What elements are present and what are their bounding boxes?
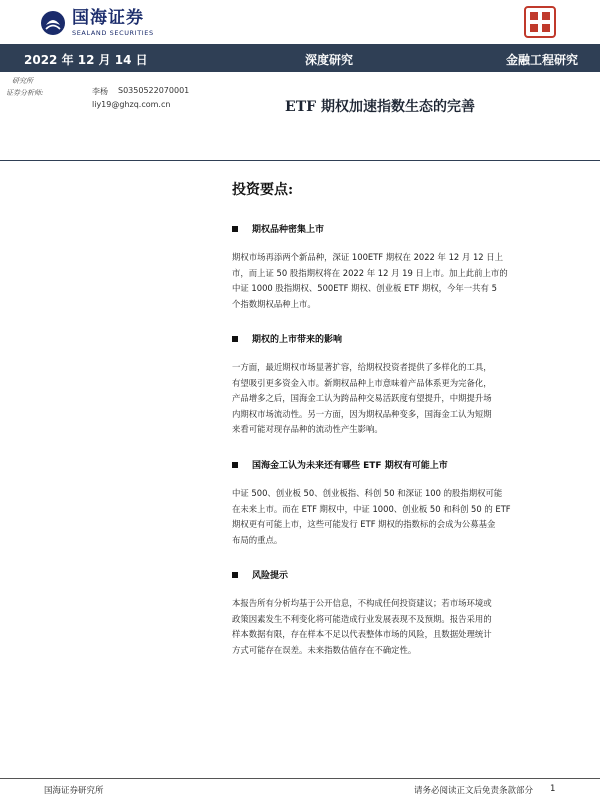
report-title: ETF 期权加速指数生态的完善 bbox=[285, 99, 475, 115]
paragraph-line: 来看可能对现存品种的流动性产生影响。 bbox=[232, 424, 383, 434]
analyst-role-label: 证券分析师: bbox=[6, 89, 44, 97]
paragraph-line: 期权市场再添两个新品种，深证 100ETF 期权在 2022 年 12 月 12 日上 bbox=[232, 252, 504, 262]
report-category: 金融工程研究 bbox=[505, 53, 578, 67]
section-heading-4 bbox=[232, 568, 288, 581]
analyst-email[interactable]: liy19@ghzq.com.cn bbox=[92, 100, 171, 109]
paragraph-line: 有望吸引更多资金入市。新期权品种上市意味着产品体系更为完备化， bbox=[232, 377, 492, 388]
paragraph-line: 布局的重点。 bbox=[232, 534, 283, 545]
footer-disclaimer-note: 请务必阅读正文后免责条款部分 bbox=[414, 786, 534, 796]
section-heading-2 bbox=[232, 332, 342, 345]
paragraph-line: 中证 500、创业板 50、创业板指、科创 50 和深证 100 的股指期权可能 bbox=[232, 488, 503, 498]
paragraph-line: 一方面，最近期权市场显著扩容，给期权投资者提供了多样化的工具， bbox=[232, 362, 492, 372]
section-paragraph-4 bbox=[232, 596, 578, 658]
section-heading-text: 风险提示 bbox=[252, 571, 289, 581]
section-paragraph-3 bbox=[232, 486, 578, 548]
investment-highlights-title: 投资要点: bbox=[232, 182, 294, 198]
report-type: 深度研究 bbox=[305, 53, 354, 67]
paragraph-line: 个指数期权品种上市。 bbox=[232, 298, 316, 309]
report-date: 2022 年 12 月 14 日 bbox=[24, 53, 148, 67]
paragraph-line: 本报告所有分析均基于公开信息，不构成任何投资建议；若市场环境或 bbox=[232, 598, 492, 608]
bullet-square-icon bbox=[232, 572, 238, 578]
section-heading-text: 期权的上市带来的影响 bbox=[252, 335, 343, 345]
paragraph-line: 政策因素发生不利变化将可能造成行业发展表现不及预期。报告采用的 bbox=[232, 613, 492, 624]
institute-label: 研究所 bbox=[12, 77, 33, 85]
section-heading-3 bbox=[232, 458, 448, 471]
footer-institute: 国海证券研究所 bbox=[44, 786, 104, 796]
analyst-cert-number: S0350522070001 bbox=[118, 86, 190, 95]
section-heading-text: 期权品种密集上市 bbox=[252, 225, 325, 235]
header-divider bbox=[0, 160, 600, 161]
paragraph-line: 市，而上证 50 股指期权将在 2022 年 12 月 19 日上市。加上此前上市的 bbox=[232, 267, 508, 278]
paragraph-line: 内期权市场流动性。另一方面，因为期权品种变多，国海金工认为短期 bbox=[232, 408, 492, 419]
logo-cn-text: 国海证券 bbox=[72, 7, 144, 28]
page-number: 1 bbox=[550, 784, 556, 794]
red-seal-icon bbox=[523, 5, 557, 39]
header-bar bbox=[0, 44, 600, 72]
paragraph-line: 样本数据有限，存在样本不足以代表整体市场的风险，且数据处理统计 bbox=[232, 629, 492, 639]
section-paragraph-1 bbox=[232, 250, 578, 312]
bullet-square-icon bbox=[232, 336, 238, 342]
bullet-square-icon bbox=[232, 226, 238, 232]
footer-divider bbox=[0, 778, 600, 779]
section-paragraph-2 bbox=[232, 360, 578, 438]
logo-mark-icon bbox=[40, 10, 66, 36]
logo-en-text: SEALAND SECURITIES bbox=[72, 28, 154, 37]
paragraph-line: 在未来上市。而在 ETF 期权中，中证 1000、创业板 50 和科创 50 的 ETF bbox=[232, 503, 511, 514]
paragraph-line: 产品增多之后，国海金工认为跨品种交易活跃度有望提升，中期提升场 bbox=[232, 393, 492, 403]
section-heading-1 bbox=[232, 222, 324, 235]
section-heading-text: 国海金工认为未来还有哪些 ETF 期权有可能上市 bbox=[252, 461, 448, 471]
company-logo bbox=[40, 8, 154, 38]
paragraph-line: 期权更有可能上市，这些可能发行 ETF 期权的指数标的会成为公募基金 bbox=[232, 519, 496, 529]
paragraph-line: 中证 1000 股指期权、500ETF 期权、创业板 ETF 期权，今年一共有 5 bbox=[232, 283, 497, 293]
paragraph-line: 方式可能存在误差。未来指数估值存在不确定性。 bbox=[232, 644, 417, 655]
analyst-name: 李杨 bbox=[92, 87, 108, 96]
bullet-square-icon bbox=[232, 462, 238, 468]
